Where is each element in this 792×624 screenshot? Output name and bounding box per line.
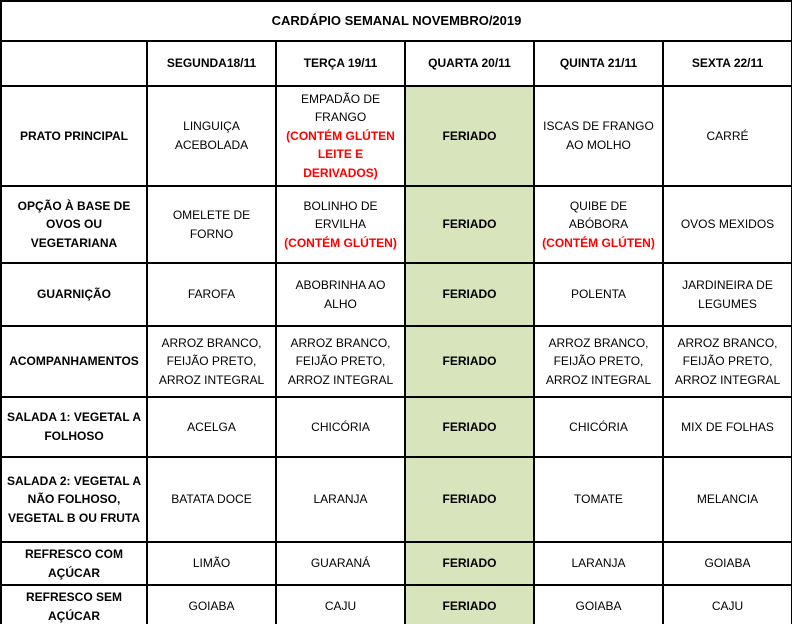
menu-item-text: CHICÓRIA [569, 419, 628, 434]
table-row [1, 585, 792, 624]
menu-item-text: FAROFA [187, 287, 236, 302]
holiday-cell [405, 542, 534, 585]
menu-cell [276, 542, 405, 585]
menu-cell [276, 86, 405, 186]
holiday-cell [405, 585, 534, 624]
menu-item-text: ACELGA [187, 419, 236, 434]
menu-item-text: OVOS MEXIDOS [680, 217, 775, 232]
holiday-cell [405, 457, 534, 542]
menu-item-text: FERIADO [442, 217, 497, 232]
menu-item-text: GOIABA [575, 599, 622, 614]
menu-item-text: BATATA DOCE [171, 492, 252, 507]
holiday-cell [405, 397, 534, 457]
menu-cell [147, 585, 276, 624]
title-row [1, 1, 792, 41]
holiday-cell [405, 263, 534, 326]
holiday-cell [405, 86, 534, 186]
menu-item-text: EMPADÃO DE FRANGO [300, 91, 381, 125]
allergen-note: (CONTÉM GLÚTEN) [542, 235, 655, 250]
menu-item-text: CHICÓRIA [311, 419, 370, 434]
menu-item-text: ARROZ BRANCO, FEIJÃO PRETO, ARROZ INTEGRAL [287, 335, 394, 387]
menu-item-text: ABOBRINHA AO ALHO [295, 277, 386, 311]
menu-item-text: LINGUIÇA ACEBOLADA [174, 119, 249, 152]
menu-cell [534, 585, 663, 624]
menu-item-text: FERIADO [442, 599, 497, 614]
menu-cell [276, 397, 405, 457]
menu-item-text: QUIBE DE ABÓBORA [568, 198, 629, 232]
menu-cell [534, 457, 663, 542]
menu-cell [663, 86, 792, 186]
row-label: OPÇÃO À BASE DE OVOS OU VEGETARIANA [1, 186, 147, 263]
menu-cell [147, 397, 276, 457]
row-label: ACOMPANHAMENTOS [1, 326, 147, 397]
menu-item-text: ISCAS DE FRANGO AO MOLHO [543, 119, 654, 152]
menu-item-text: BOLINHO DE ERVILHA [303, 198, 378, 232]
row-label: REFRESCO COM AÇÚCAR [1, 542, 147, 585]
menu-cell [663, 457, 792, 542]
menu-item-text: ARROZ BRANCO, FEIJÃO PRETO, ARROZ INTEGRAL [674, 335, 781, 387]
table-row [1, 186, 792, 263]
row-label: SALADA 2: VEGETAL A NÃO FOLHOSO, VEGETAL B OU FRUTA [1, 457, 147, 542]
menu-item-text: FERIADO [442, 556, 497, 571]
header-row [1, 41, 792, 86]
menu-item-text: GOIABA [704, 556, 751, 571]
menu-item-text: LIMÃO [192, 556, 231, 571]
menu-item-text: ARROZ BRANCO, FEIJÃO PRETO, ARROZ INTEGRAL [545, 335, 652, 387]
menu-item-text: LARANJA [571, 556, 626, 571]
menu-cell [147, 186, 276, 263]
row-label: REFRESCO SEM AÇÚCAR [1, 585, 147, 624]
menu-item-text: ARROZ BRANCO, FEIJÃO PRETO, ARROZ INTEGRAL [158, 335, 265, 387]
menu-cell [534, 397, 663, 457]
column-header-quarta: QUARTA 20/11 [405, 41, 534, 86]
menu-item-text: MIX DE FOLHAS [681, 419, 774, 434]
menu-cell [534, 542, 663, 585]
menu-body [1, 86, 792, 624]
column-header-quinta: QUINTA 21/11 [534, 41, 663, 86]
menu-item-text: JARDINEIRA DE LEGUMES [682, 277, 773, 311]
menu-cell [147, 263, 276, 326]
menu-cell [663, 186, 792, 263]
table-row [1, 542, 792, 585]
holiday-cell [405, 186, 534, 263]
menu-item-text: CARRÉ [706, 128, 749, 143]
menu-item-text: MELANCIA [696, 492, 759, 507]
menu-item-text: CAJU [711, 599, 744, 614]
menu-item-text: CAJU [324, 599, 357, 614]
row-label: PRATO PRINCIPAL [1, 86, 147, 186]
menu-item-text: LARANJA [313, 492, 368, 507]
column-header-segunda: SEGUNDA18/11 [147, 41, 276, 86]
menu-cell [276, 326, 405, 397]
table-row [1, 457, 792, 542]
menu-item-text: GOIABA [188, 599, 235, 614]
menu-cell [663, 585, 792, 624]
menu-cell [276, 585, 405, 624]
menu-item-text: FERIADO [442, 354, 497, 369]
menu-cell [663, 326, 792, 397]
page-title: CARDÁPIO SEMANAL NOVEMBRO/2019 [1, 1, 792, 41]
menu-cell [276, 263, 405, 326]
menu-item-text: FERIADO [442, 492, 497, 507]
allergen-note: (CONTÉM GLÚTEN) [284, 235, 397, 250]
menu-cell [663, 397, 792, 457]
menu-cell [147, 542, 276, 585]
menu-item-text: OMELETE DE FORNO [172, 207, 251, 241]
menu-item-text: TOMATE [574, 492, 623, 507]
table-row [1, 397, 792, 457]
menu-cell [663, 542, 792, 585]
holiday-cell [405, 326, 534, 397]
allergen-note: (CONTÉM GLÚTEN LEITE E DERIVADOS) [286, 128, 395, 180]
menu-item-text: FERIADO [442, 287, 497, 302]
menu-item-text: FERIADO [442, 419, 497, 434]
menu-item-text: GUARANÁ [310, 556, 371, 571]
menu-cell [276, 186, 405, 263]
row-label: SALADA 1: VEGETAL A FOLHOSO [1, 397, 147, 457]
table-row [1, 263, 792, 326]
menu-cell [534, 326, 663, 397]
menu-cell [147, 86, 276, 186]
menu-item-text: POLENTA [570, 287, 627, 302]
menu-cell [663, 263, 792, 326]
menu-item-text: FERIADO [442, 128, 497, 143]
menu-cell [534, 186, 663, 263]
menu-cell [147, 326, 276, 397]
table-row [1, 86, 792, 186]
table-row [1, 326, 792, 397]
column-header-terca: TERÇA 19/11 [276, 41, 405, 86]
row-label: GUARNIÇÃO [1, 263, 147, 326]
menu-cell [276, 457, 405, 542]
menu-cell [534, 86, 663, 186]
menu-cell [534, 263, 663, 326]
corner-cell [1, 41, 147, 86]
column-header-sexta: SEXTA 22/11 [663, 41, 792, 86]
menu-cell [147, 457, 276, 542]
